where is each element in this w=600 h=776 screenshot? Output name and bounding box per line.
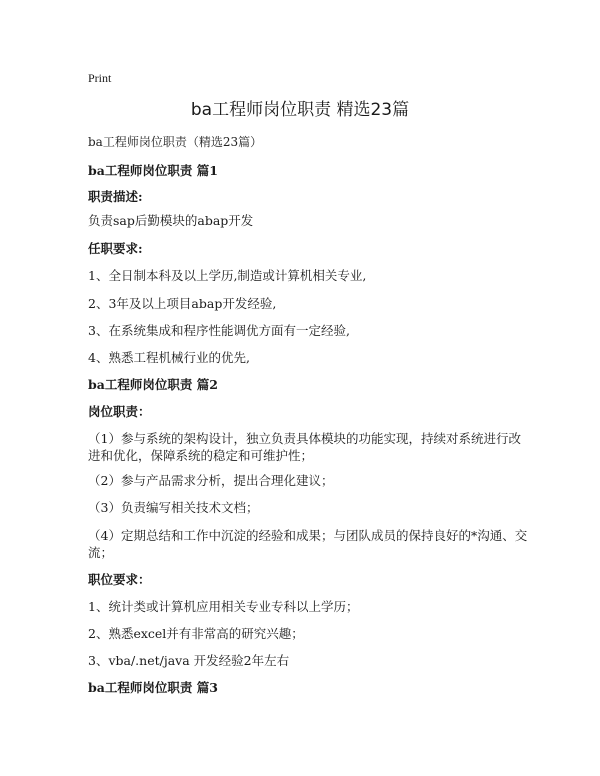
requirement-item: 1、统计类或计算机应用相关专业专科以上学历； bbox=[88, 599, 359, 614]
section-heading-2: ba工程师岗位职责 篇2 bbox=[88, 377, 218, 392]
section-heading-3: ba工程师岗位职责 篇3 bbox=[88, 680, 218, 695]
duty-text-1: 负责sap后勤模块的abap开发 bbox=[88, 213, 254, 228]
document-title: ba工程师岗位职责 精选23篇 bbox=[190, 100, 410, 120]
requirement-item: 4、熟悉工程机械行业的优先, bbox=[88, 350, 250, 365]
print-label[interactable]: Print bbox=[88, 71, 112, 85]
section-heading-1: ba工程师岗位职责 篇1 bbox=[88, 163, 218, 178]
requirements-label-1: 任职要求: bbox=[88, 241, 143, 256]
duty-item: （1）参与系统的架构设计，独立负责具体模块的功能实现，持续对系统进行改进和优化，保障系统的稳定和可维护性； bbox=[88, 431, 521, 463]
requirement-item: 2、熟悉excel并有非常高的研究兴趣； bbox=[88, 626, 304, 641]
duty-label-1: 职责描述: bbox=[88, 189, 143, 204]
requirements-label-2: 职位要求： bbox=[88, 572, 151, 587]
requirement-item: 1、全日制本科及以上学历,制造或计算机相关专业, bbox=[88, 268, 367, 283]
duty-item: （3）负责编写相关技术文档； bbox=[88, 500, 259, 515]
duty-item: （4）定期总结和工作中沉淀的经验和成果；与团队成员的保持良好的*沟通、交流； bbox=[88, 528, 528, 560]
duty-item: （2）参与产品需求分析，提出合理化建议； bbox=[88, 473, 334, 488]
requirement-item: 3、vba/.net/java 开发经验2年左右 bbox=[88, 653, 290, 668]
document-subtitle: ba工程师岗位职责（精选23篇） bbox=[88, 135, 263, 149]
duty-label-2: 岗位职责： bbox=[88, 404, 151, 419]
requirement-item: 3、在系统集成和程序性能调优方面有一定经验, bbox=[88, 323, 350, 338]
requirement-item: 2、3年及以上项目abap开发经验, bbox=[88, 296, 277, 311]
